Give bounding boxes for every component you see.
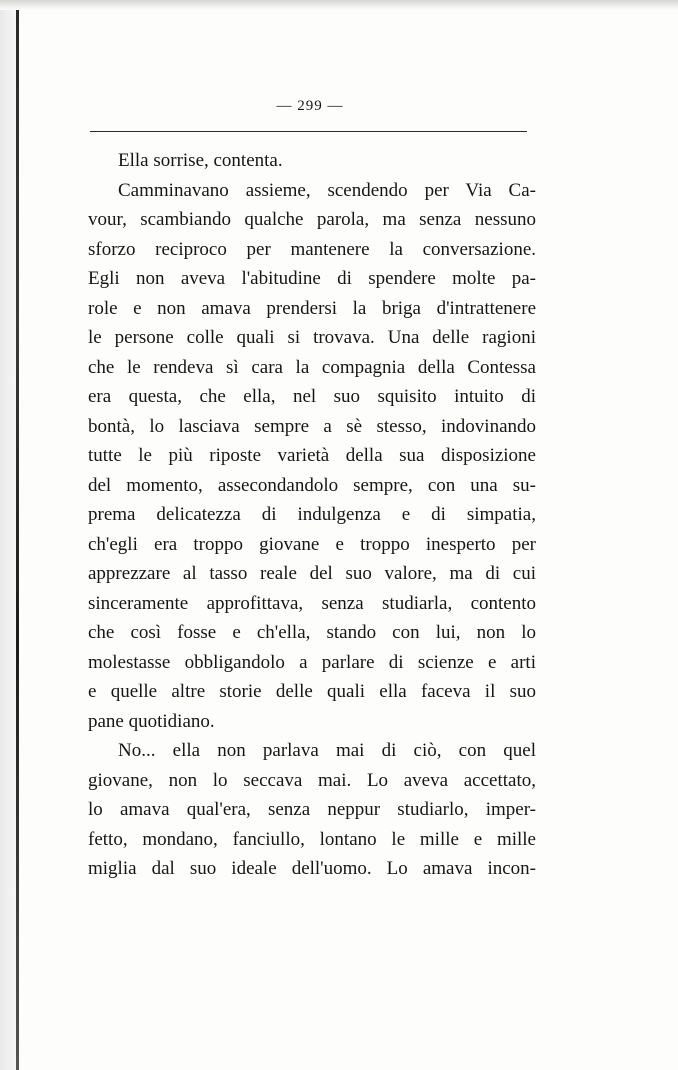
page-top-edge bbox=[0, 0, 678, 10]
text-line: role e non amava prendersi la briga d'intrattenere bbox=[88, 297, 536, 319]
binding-edge bbox=[16, 0, 19, 1070]
text-line: apprezzare al tasso reale del suo valore, ma di cui bbox=[88, 563, 536, 584]
text-line: tutte le più riposte varietà della sua disposizione bbox=[88, 445, 536, 466]
text-line: e quelle altre storie delle quali ella faceva il suo bbox=[88, 681, 536, 702]
text-line: ch'egli era troppo giovane e troppo inesperto per bbox=[88, 533, 536, 555]
text-line: che così fosse e ch'ella, stando con lui, non lo bbox=[88, 622, 536, 643]
text-line: che le rendeva sì cara la compagnia della Contessa bbox=[88, 356, 536, 378]
text-line: molestasse obbligandolo a parlare di scienze e arti bbox=[88, 651, 536, 673]
binding-shadow bbox=[0, 0, 16, 1070]
text-line: prema delicatezza di indulgenza e di simpatia, bbox=[88, 504, 536, 525]
text-line: era questa, che ella, nel suo squisito intuito di bbox=[88, 386, 536, 407]
text-line: bontà, lo lasciava sempre a sè stesso, indovinando bbox=[88, 415, 536, 437]
text-line: Egli non aveva l'abitudine di spendere molte pa- bbox=[88, 268, 536, 289]
text-line: giovane, non lo seccava mai. Lo aveva accettato, bbox=[88, 769, 536, 791]
text-line: Camminavano assieme, scendendo per Via Ca- bbox=[118, 179, 536, 201]
text-line: pane quotidiano. bbox=[88, 710, 215, 732]
text-line: miglia dal suo ideale dell'uomo. Lo amava incon- bbox=[88, 858, 536, 879]
text-line: vour, scambiando qualche parola, ma senza nessuno bbox=[88, 209, 536, 230]
text-line: No... ella non parlava mai di ciò, con quel bbox=[118, 740, 536, 761]
text-line: sforzo reciproco per mantenere la conversazione. bbox=[88, 238, 536, 260]
header-rule bbox=[90, 131, 527, 132]
text-line: le persone colle quali si trovava. Una delle ragioni bbox=[88, 327, 536, 348]
text-line: Ella sorrise, contenta. bbox=[118, 150, 283, 171]
text-line: del momento, assecondandolo sempre, con una su- bbox=[88, 474, 536, 496]
page-number: — 299 — bbox=[276, 98, 344, 114]
text-line: fetto, mondano, fanciullo, lontano le mille e mille bbox=[88, 828, 536, 850]
body-text bbox=[88, 146, 536, 884]
text-line: lo amava qual'era, senza neppur studiarlo, imper- bbox=[88, 799, 536, 820]
text-line: sinceramente approfittava, senza studiarla, contento bbox=[88, 592, 536, 614]
